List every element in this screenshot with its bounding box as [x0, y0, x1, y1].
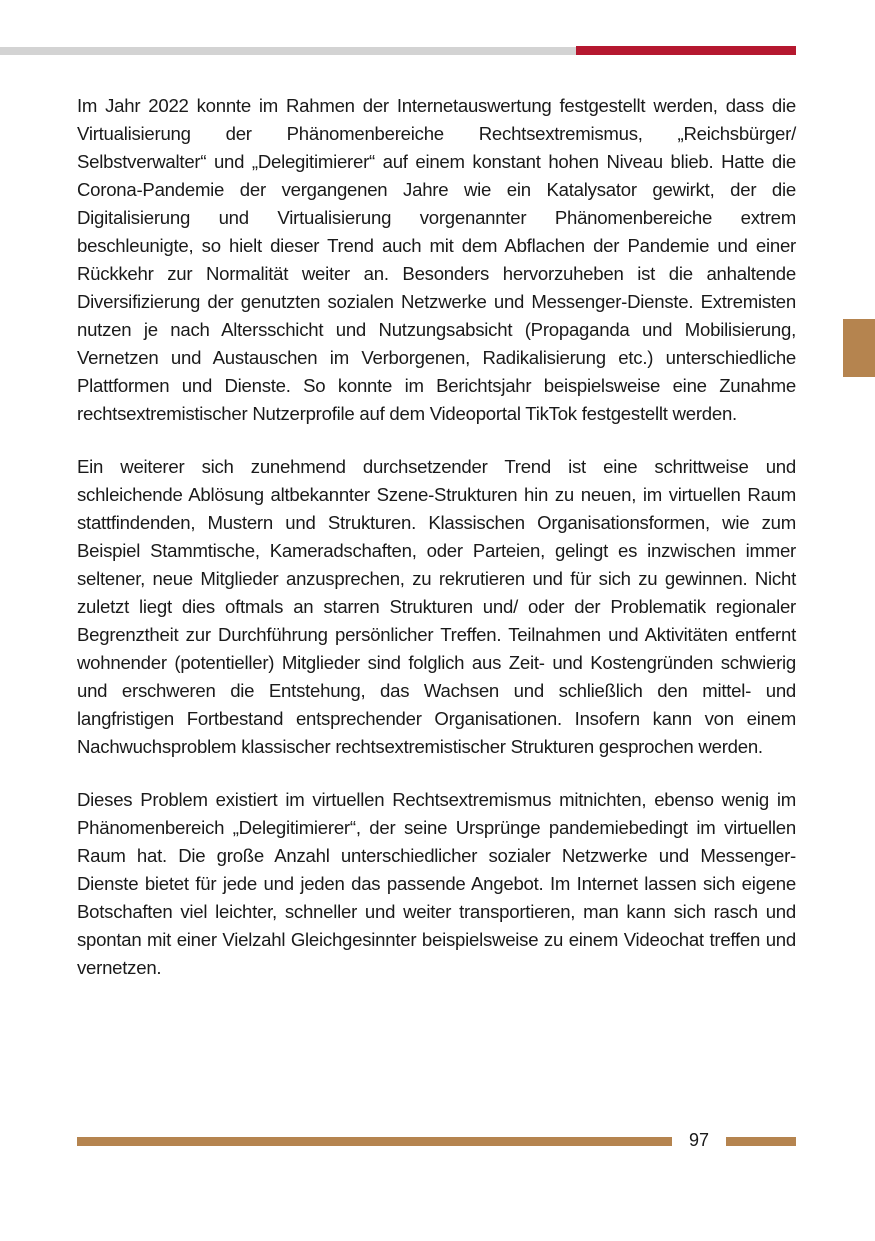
chapter-tab-marker: [843, 319, 875, 377]
page-number: 97: [688, 1130, 710, 1150]
paragraph-1: Im Jahr 2022 konnte im Rahmen der Internetauswertung festgestellt werden, dass die Virtualisierung der Phänomenbereiche Rechtsextremismus, „Reichsbürger/ Selbstverwalter“ und „Delegitimierer“ auf einem konstant hohen Niveau blieb. Hatte die Corona-Pandemie der vergangenen Jahre wie ein Katalysator gewirkt, der die Digitalisierung und Virtualisierung vorgenannter Phänomenbereiche extrem beschleunigte, so hielt dieser Trend auch mit dem Abflachen der Pandemie und einer Rückkehr zur Normalität weiter an. Besonders hervorzuheben ist die anhaltende Diversifizierung der genutzten sozialen Netzwerke und Messenger-Dienste. Extremisten nutzen je nach Altersschicht und Nutzungsabsicht (Propaganda und Mobilisierung, Vernetzen und Austauschen im Verborgenen, Radikalisierung etc.) unterschiedliche Plattformen und Dienste. So konnte im Berichtsjahr beispielsweise eine Zunahme rechtsextremistischer Nutzerprofile auf dem Videoportal TikTok festgestellt werden.: [77, 95, 796, 424]
header-rule-gray: [0, 47, 576, 55]
body-text: [77, 92, 796, 1007]
paragraph-2: Ein weiterer sich zunehmend durchsetzender Trend ist eine schrittweise und schleichende Ablösung altbekannter Szene-Strukturen hin zu neuen, im virtuellen Raum stattfindenden, Mustern und Strukturen. Klassischen Organisationsformen, wie zum Beispiel Stammtische, Kameradschaften, oder Parteien, gelingt es inzwischen immer seltener, neue Mitglieder anzusprechen, zu rekrutieren und für sich zu gewinnen. Nicht zuletzt liegt dies oftmals an starren Strukturen und/ oder der Problematik regionaler Begrenztheit zur Durchführung persönlicher Treffen. Teilnahmen und Aktivitäten entfernt wohnender (potentieller) Mitglieder sind folglich aus Zeit- und Kostengründen schwierig und erschweren die Entstehung, das Wachsen und schließlich den mittel- und langfristigen Fortbestand entsprechender Organisationen. Insofern kann von einem Nachwuchsproblem klassischer rechtsextremistischer Strukturen gesprochen werden.: [77, 456, 796, 757]
footer-rule-right: [726, 1137, 796, 1146]
paragraph-3: Dieses Problem existiert im virtuellen Rechtsextremismus mitnichten, ebenso wenig im Phänomenbereich „Delegitimierer“, der seine Ursprünge pandemiebedingt im virtuellen Raum hat. Die große Anzahl unterschiedlicher sozialer Netzwerke und Messenger-Dienste bietet für jede und jeden das passende Angebot. Im Internet lassen sich eigene Botschaften viel leichter, schneller und weiter transportieren, man kann sich rasch und spontan mit einer Vielzahl Gleichgesinnter beispielsweise zu einem Videochat treffen und vernetzen.: [77, 789, 796, 978]
header-rule-accent: [576, 46, 796, 55]
footer-rule-left: [77, 1137, 672, 1146]
